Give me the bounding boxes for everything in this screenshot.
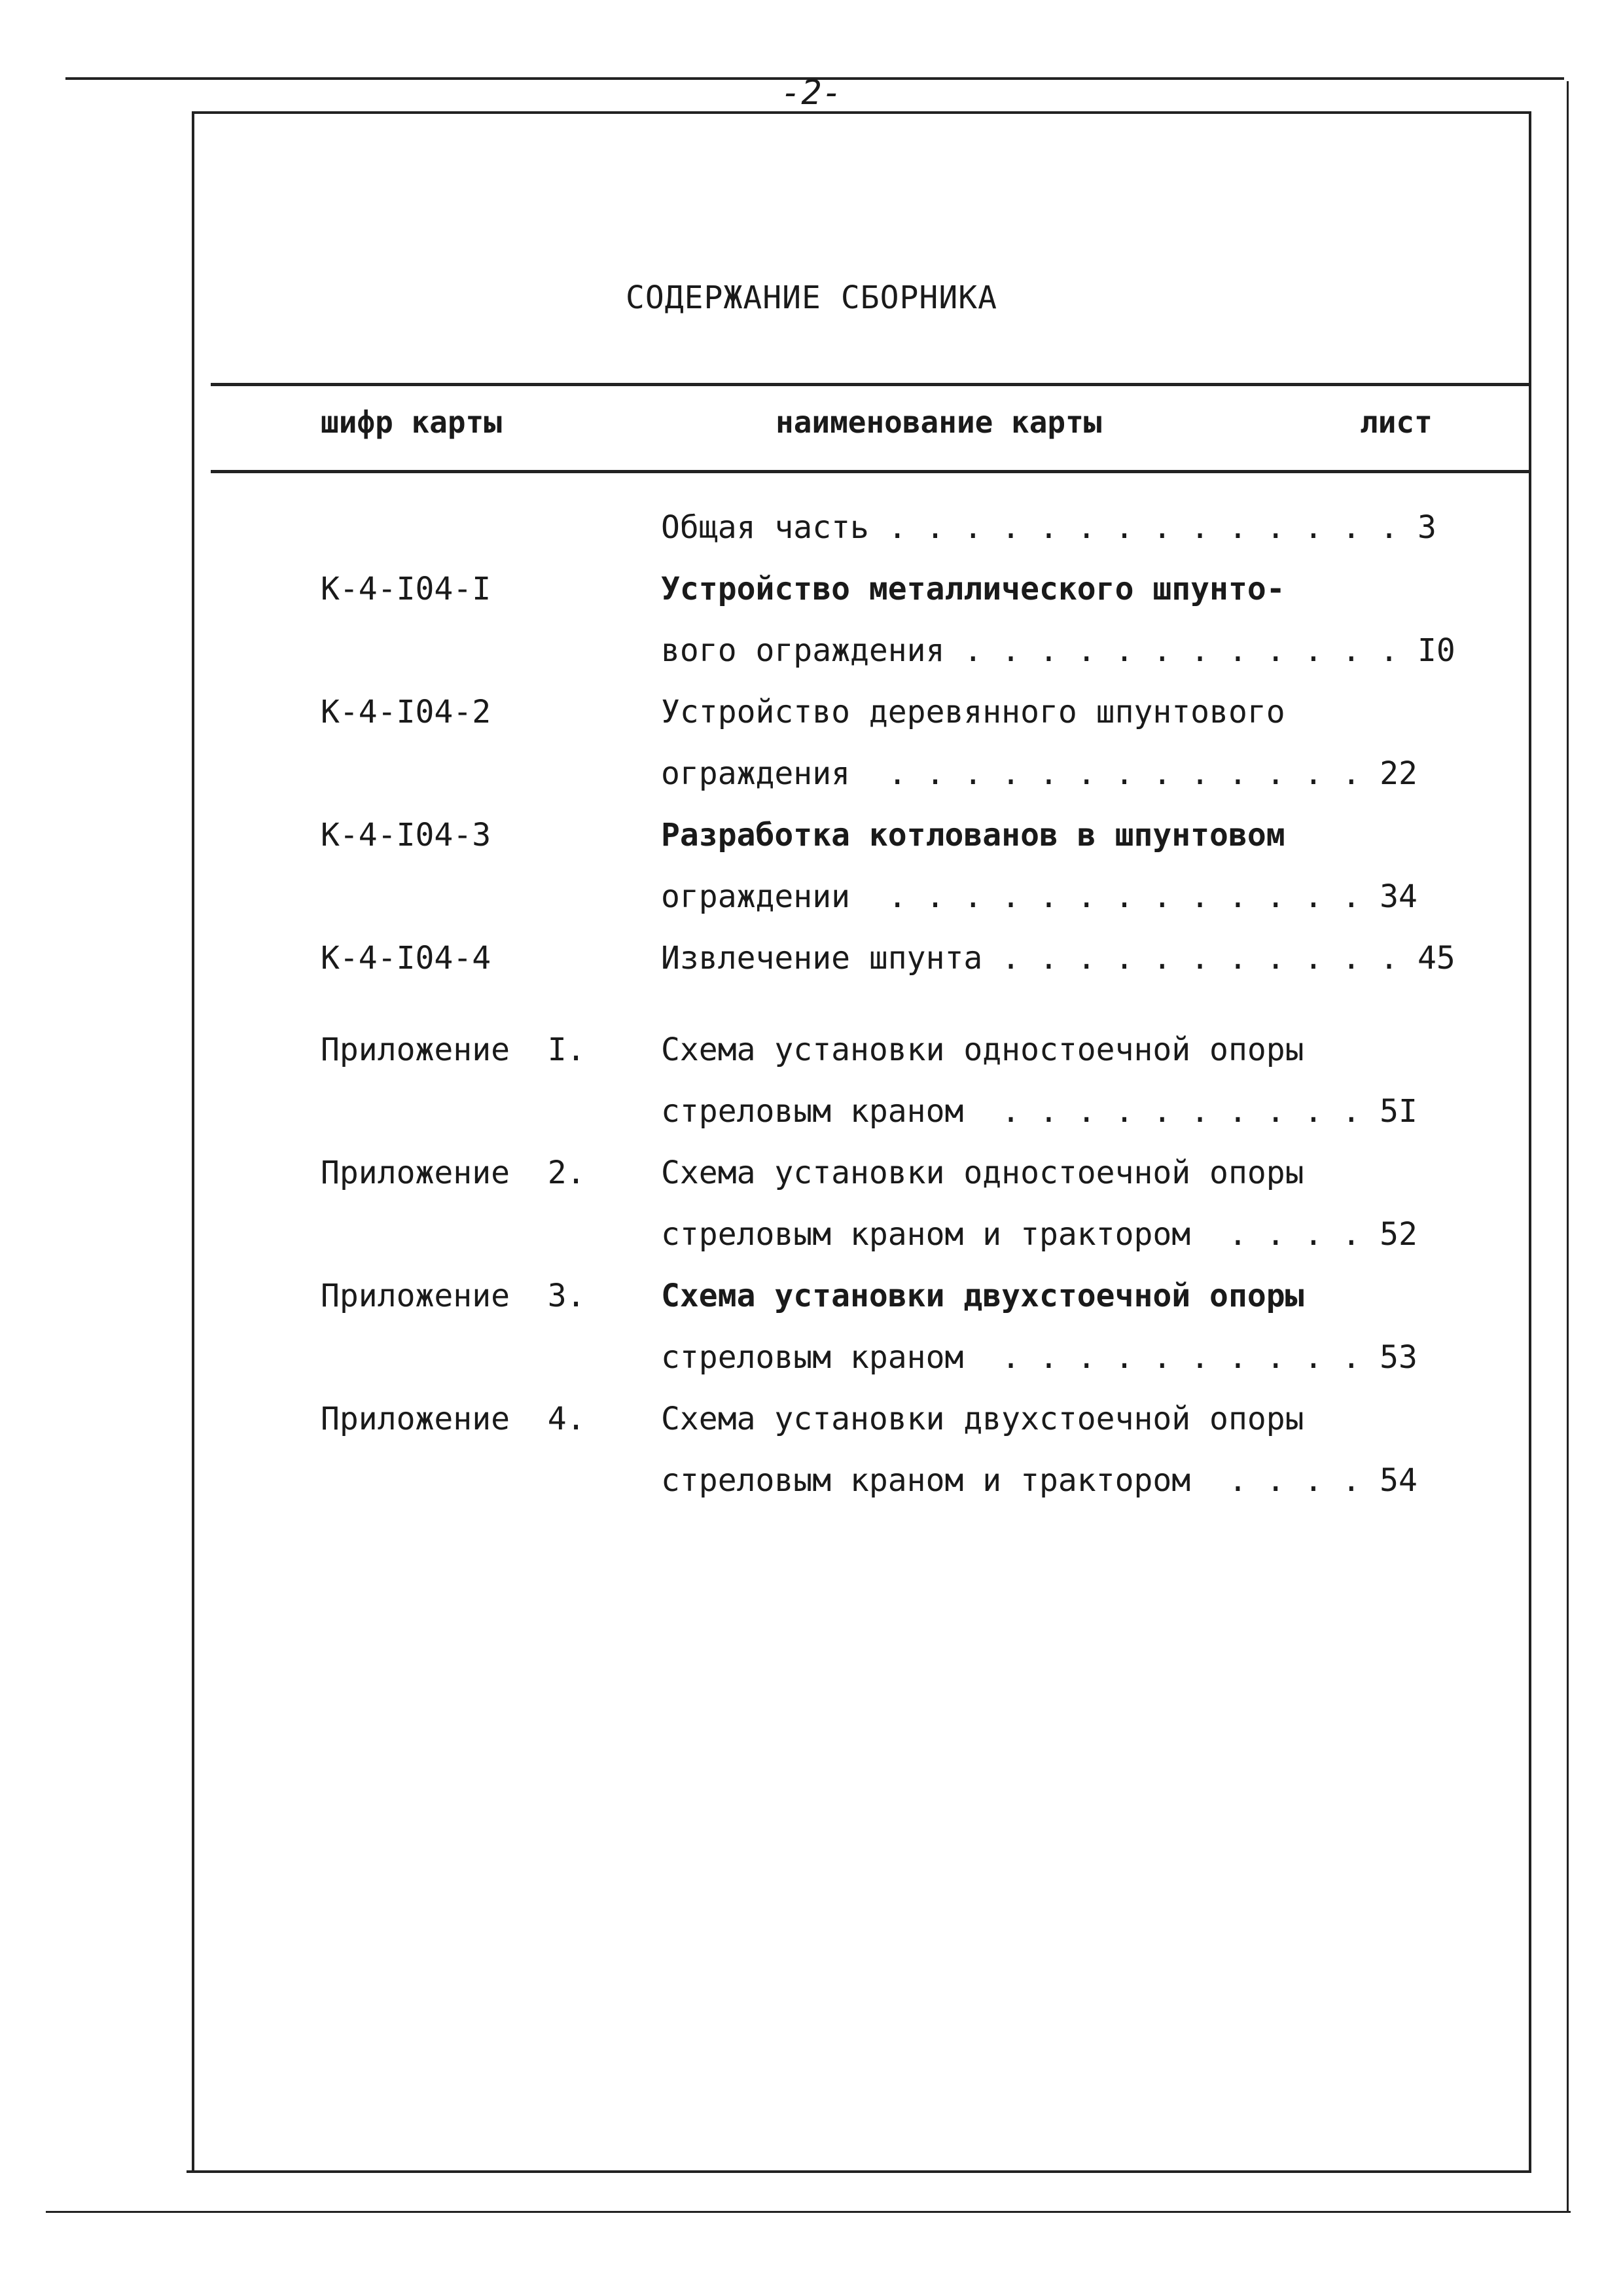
- list-item-line: Разработка котлованов в шпунтовом: [661, 817, 1285, 853]
- list-item-line: стреловым краном . . . . . . . . . . 53: [661, 1339, 1418, 1376]
- entry-code: К-4-I04-4: [321, 940, 491, 977]
- list-item-line: вого ограждения . . . . . . . . . . . . I0: [661, 632, 1455, 669]
- outer-right-rule: [1567, 81, 1569, 2212]
- list-item-line: Извлечение шпунта . . . . . . . . . . . 45: [661, 940, 1455, 977]
- header-top-rule: [211, 383, 1529, 386]
- page-number: -2-: [781, 73, 842, 113]
- entry-code: К-4-I04-2: [321, 694, 491, 730]
- list-item-line: Схема установки одностоечной опоры: [661, 1031, 1304, 1068]
- entry-code: Приложение 3.: [321, 1278, 586, 1314]
- page-title: СОДЕРЖАНИЕ СБОРНИКА: [625, 279, 998, 316]
- column-header-sheet: лист: [1360, 404, 1433, 440]
- column-header-code: шифр карты: [321, 404, 502, 440]
- list-item-line: Устройство металлического шпунто-: [661, 571, 1285, 607]
- bottom-frame-rule: [187, 2170, 1531, 2173]
- list-item-line: Схема установки двухстоечной опоры: [661, 1278, 1304, 1314]
- entry-code: Приложение 2.: [321, 1155, 586, 1191]
- list-item-line: ограждения . . . . . . . . . . . . . 22: [661, 755, 1418, 792]
- entry-code: Приложение I.: [321, 1031, 586, 1068]
- list-item-line: стреловым краном и трактором . . . . 54: [661, 1462, 1418, 1499]
- list-item-line: ограждении . . . . . . . . . . . . . 34: [661, 878, 1418, 915]
- entry-code: К-4-I04-3: [321, 817, 491, 853]
- entry-code: К-4-I04-I: [321, 571, 491, 607]
- column-header-name: наименование карты: [776, 404, 1102, 440]
- right-frame-rule: [1529, 111, 1531, 2172]
- list-item-line: Схема установки двухстоечной опоры: [661, 1401, 1304, 1437]
- left-frame-rule: [192, 111, 194, 2172]
- entry-code: Приложение 4.: [321, 1401, 586, 1437]
- list-item-line: Устройство деревянного шпунтового: [661, 694, 1285, 730]
- list-item-line: стреловым краном . . . . . . . . . . 5I: [661, 1093, 1418, 1130]
- list-item-line: Общая часть . . . . . . . . . . . . . . 3: [661, 509, 1436, 546]
- list-item-line: Схема установки одностоечной опоры: [661, 1155, 1304, 1191]
- list-item-line: стреловым краном и трактором . . . . 52: [661, 1216, 1418, 1253]
- bottom-outer-rule: [46, 2211, 1571, 2213]
- header-bottom-rule: [211, 470, 1529, 473]
